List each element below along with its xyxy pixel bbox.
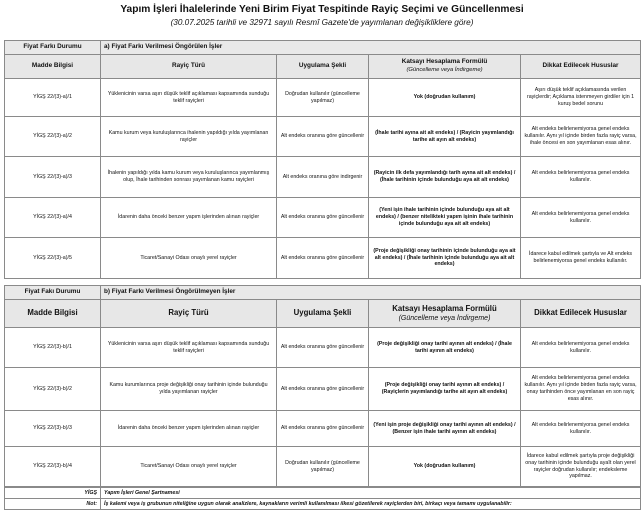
row-madde: YİGŞ 22/(3)-b)/3 xyxy=(5,411,101,447)
col-uygulama-header: Uygulama Şekli xyxy=(277,300,369,328)
row-uygulama: Alt endeks oranına göre güncellenir xyxy=(277,368,369,411)
row-madde: YİGŞ 22/(3)-a)/1 xyxy=(5,79,101,117)
row-rayic: Kamu kurumlarınca proje değişikliği onay tarihinin içinde bulunduğu yılda yayımlanan rayiçler xyxy=(101,368,277,411)
row-dikkat: Aşırı düşük teklif açıklamasında verilen rayiçlerdir; Açıklama istenmeyen girdiler için 1 kuruş bedel sorunu xyxy=(521,79,641,117)
table-row xyxy=(5,328,641,368)
col-dikkat-header: Dikkat Edilecek Hususlar xyxy=(521,300,641,328)
col-katsayi-header xyxy=(369,300,521,328)
table-row xyxy=(5,198,641,238)
row-uygulama: Alt endeks oranına göre indirgenir xyxy=(277,157,369,198)
footer-yigs-text: Yapım İşleri Genel Şartnamesi xyxy=(101,488,641,499)
table-row xyxy=(5,117,641,157)
row-madde: YİGŞ 22/(3)-a)/5 xyxy=(5,238,101,279)
row-katsayi: (İhale tarihi ayına ait alt endeks) / (Rayicin yayımlandığı tarihe ait ayın alt endeks) xyxy=(369,117,521,157)
col-madde-header: Madde Bilgisi xyxy=(5,55,101,79)
row-katsayi: (Proje değişikliği onay tarihinin içinde bulunduğu aya ait alt endeks) / (İhale tarihinin içinde bulunduğu aya ait alt endeks) xyxy=(369,238,521,279)
col-uygulama-header: Uygulama Şekli xyxy=(277,55,369,79)
row-katsayi: (Rayicin ilk defa yayımlandığı tarih ayına ait alt endeks) / (İhale tarihinin içinde bulunduğu aya ait alt endeks) xyxy=(369,157,521,198)
section-b-header-row xyxy=(5,286,641,300)
table-row xyxy=(5,157,641,198)
row-dikkat: Alt endeks belirlenemiyorsa genel endeks kullanılır. Aynı yıl içinde birden fazla rayiç varsa, onay tarihinden önce yayımlanan en son rayiç esas alınır. xyxy=(521,368,641,411)
row-dikkat: Alt endeks belirlenemiyorsa genel endeks kullanılır. xyxy=(521,411,641,447)
table-section-b xyxy=(4,285,641,487)
row-madde: YİGŞ 22/(3)-b)/4 xyxy=(5,447,101,487)
row-rayic: İhalenin yapıldığı yılda kamu kurum veya kuruluşlarınca yayımlanmış olup, İhale tarihinden sonrası yayımlanan kamu rayiçleri xyxy=(101,157,277,198)
section-b-label: Fiyat Fakı Durumu xyxy=(5,286,101,300)
row-rayic: İdarenin daha önceki benzer yapım işlerinden alınan rayiçler xyxy=(101,198,277,238)
section-b-column-headers xyxy=(5,300,641,328)
row-rayic: Yüklenicinin varsa aşırı düşük teklif açıklaması kapsamında sunduğu teklif rayiçleri xyxy=(101,328,277,368)
row-dikkat: Alt endeks belirlenemiyorsa genel endeks kullanılır. Aynı yıl içinde birden fazla rayiç varsa, ihale öncesi en son yayımlanan esas alınır. xyxy=(521,117,641,157)
page-title: Yapım İşleri İhalelerinde Yeni Birim Fiyat Tespitinde Rayiç Seçimi ve Güncellenmesi xyxy=(120,4,524,15)
row-katsayi: Yok (doğrudan kullanım) xyxy=(369,447,521,487)
section-b-title: b) Fiyat Farkı Verilmesi Öngörülmeyen İşler xyxy=(101,286,641,300)
table-section-a xyxy=(4,40,641,279)
footer-yigs-label: YİGŞ xyxy=(5,488,101,499)
row-dikkat: Alt endeks belirlenemiyorsa genel endeks kullanılır. xyxy=(521,198,641,238)
col-rayic-header: Rayiç Türü xyxy=(101,300,277,328)
footer-not-row xyxy=(5,499,641,510)
table-row xyxy=(5,238,641,279)
row-rayic: İdarenin daha önceki benzer yapım işlerinden alınan rayiçler xyxy=(101,411,277,447)
row-uygulama: Doğrudan kullanılır (güncelleme yapılmaz) xyxy=(277,447,369,487)
row-dikkat: İdarece kabul edilmek şartıyla ve Alt endeks belirlenemiyorsa genel endeks kullanılır. xyxy=(521,238,641,279)
section-a-title: a) Fiyat Farkı Verilmesi Öngörülen İşler xyxy=(101,41,641,55)
col-katsayi-header xyxy=(369,55,521,79)
table-row xyxy=(5,368,641,411)
row-madde: YİGŞ 22/(3)-b)/1 xyxy=(5,328,101,368)
row-dikkat: Alt endeks belirlenemiyorsa genel endeks kullanılır. xyxy=(521,328,641,368)
row-rayic: Ticaret/Sanayi Odası onaylı yerel rayiçler xyxy=(101,447,277,487)
table-row xyxy=(5,447,641,487)
katsayi-header-subtitle: (Güncelleme veya İndirgeme) xyxy=(406,66,483,73)
footer-yigs-row xyxy=(5,488,641,499)
row-madde: YİGŞ 22/(3)-a)/4 xyxy=(5,198,101,238)
footer-notes xyxy=(4,487,641,510)
row-katsayi: (Yeni işin proje değişikliği onay tarihi ayının alt endeks) / (Benzer işin ihale tarihi ayının alt endeks) xyxy=(369,411,521,447)
katsayi-header-title: Katsayı Hesaplama Formülü xyxy=(401,58,488,66)
katsayi-header-subtitle: (Güncelleme veya İndirgeme) xyxy=(398,315,491,323)
row-katsayi: (Proje değişikliği onay tarihi ayının alt endeks) / (Rayiçlerin yayımlandığı tarihe ait ayın alt endeks) xyxy=(369,368,521,411)
row-katsayi: Yok (doğrudan kullanım) xyxy=(369,79,521,117)
footer-not-label: Not: xyxy=(5,499,101,510)
row-madde: YİGŞ 22/(3)-b)/2 xyxy=(5,368,101,411)
row-uygulama: Doğrudan kullanılır (güncelleme yapılmaz) xyxy=(277,79,369,117)
page-subtitle: (30.07.2025 tarihli ve 32971 sayılı Resmî Gazete'de yayımlanan değişikliklere göre) xyxy=(170,18,474,27)
row-rayic: Ticaret/Sanayi Odası onaylı yerel rayiçler xyxy=(101,238,277,279)
footer-not-text: İş kalemi veya iş grubunun niteliğine uygun olarak analizlere, kaynakların verimli kullanılması ilkesi gözetilerek rayiçlerden biri, birkaçı veya tamamı uygulanabilir: xyxy=(101,499,641,510)
col-rayic-header: Rayiç Türü xyxy=(101,55,277,79)
row-katsayi: (Proje değişikliği onay tarihi ayının alt endeks) / (İhale tarihi ayının alt endeks) xyxy=(369,328,521,368)
row-dikkat: İdarece kabul edilmek şartıyla proje değişikliği onay tarihinin içinde bulunduğu ayaît olan yerel rayiçler doğrudan kullanılır; endeksleme yapılmaz. xyxy=(521,447,641,487)
row-madde: YİGŞ 22/(3)-a)/3 xyxy=(5,157,101,198)
row-uygulama: Alt endeks oranına göre güncellenir xyxy=(277,238,369,279)
row-madde: YİGŞ 22/(3)-a)/2 xyxy=(5,117,101,157)
col-dikkat-header: Dikkat Edilecek Hususlar xyxy=(521,55,641,79)
table-row xyxy=(5,411,641,447)
table-row xyxy=(5,79,641,117)
row-katsayi: (Yeni işin ihale tarihinin içinde bulunduğu aya ait alt endeks) / (benzer nitelikteki yapım işinin ihale tarihinin içinde bulunduğu aya ait alt endeks) xyxy=(369,198,521,238)
katsayi-header-title: Katsayı Hesaplama Formülü xyxy=(392,303,497,313)
row-uygulama: Alt endeks oranına göre güncellenir xyxy=(277,117,369,157)
row-rayic: Kamu kurum veya kuruluşlarınca ihalenin yapıldığı yılda yayımlanan rayiçler xyxy=(101,117,277,157)
row-uygulama: Alt endeks oranına göre güncellenir xyxy=(277,328,369,368)
row-uygulama: Alt endeks oranına göre güncellenir xyxy=(277,411,369,447)
section-a-header-row xyxy=(5,41,641,55)
row-rayic: Yüklenicinin varsa aşırı düşük teklif açıklaması kapsamında sunduğu teklif rayiçleri xyxy=(101,79,277,117)
row-uygulama: Alt endeks oranına göre güncellenir xyxy=(277,198,369,238)
row-dikkat: Alt endeks belirlenemiyorsa genel endeks kullanılır. xyxy=(521,157,641,198)
col-madde-header: Madde Bilgisi xyxy=(5,300,101,328)
section-a-column-headers xyxy=(5,55,641,79)
section-a-label: Fiyat Farkı Durumu xyxy=(5,41,101,55)
